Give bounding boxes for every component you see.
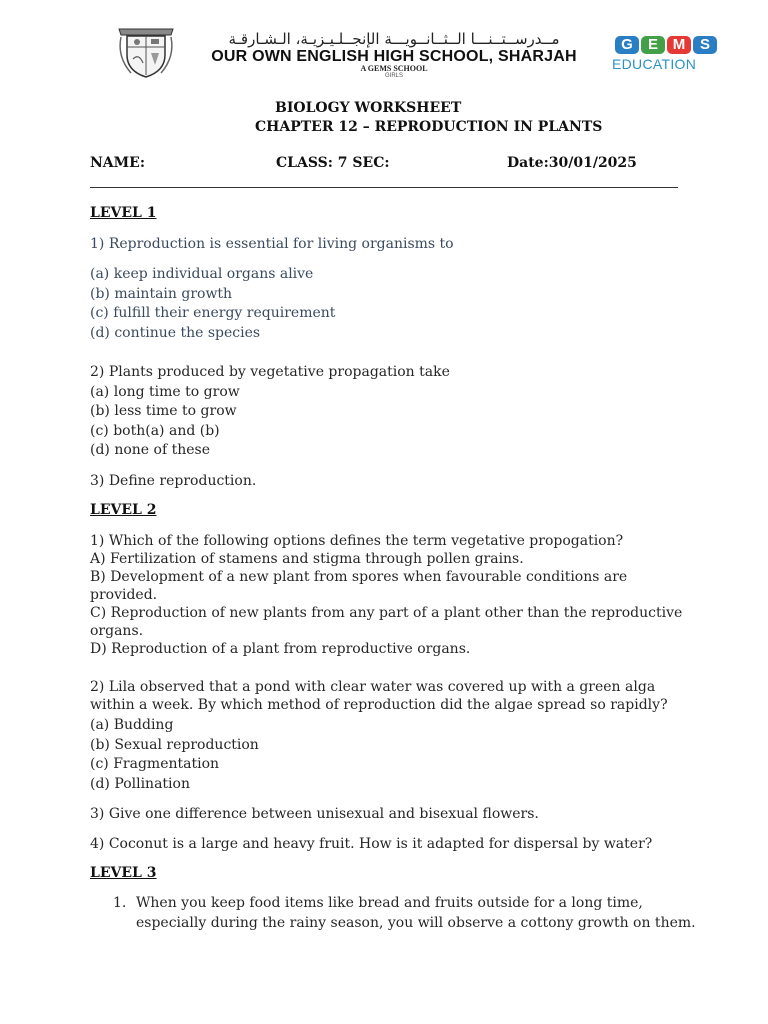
education-label: EDUCATION [612, 56, 697, 72]
l2-q4-text: 4) Coconut is a large and heavy fruit. How is it adapted for dispersal by water? [90, 836, 653, 852]
l1-q2-option-d: (d) none of these [90, 442, 210, 458]
chapter-title: CHAPTER 12 – REPRODUCTION IN PLANTS [255, 119, 603, 135]
level-2-heading: LEVEL 2 [90, 502, 157, 518]
level-1-heading: LEVEL 1 [90, 205, 157, 221]
gems-letter-e: E [641, 36, 665, 54]
gems-wordmark [615, 36, 720, 54]
l2-q1-option-b: B) Development of a new plant from spores when favourable conditions are [90, 569, 628, 585]
l3-q1-number: 1. [113, 895, 127, 911]
l2-q2-option-c: (c) Fragmentation [90, 756, 220, 772]
l2-q2-option-a: (a) Budding [90, 717, 174, 733]
class-label: CLASS: 7 SEC: [276, 155, 390, 171]
l1-q2-text: 2) Plants produced by vegetative propagation take [90, 364, 450, 380]
gems-letter-g: G [615, 36, 639, 54]
gems-letter-m: M [667, 36, 691, 54]
l1-q2-option-b: (b) less time to grow [90, 403, 237, 419]
l1-q2-option-c: (c) both(a) and (b) [90, 423, 220, 439]
l2-q2-option-b: (b) Sexual reproduction [90, 737, 259, 753]
l1-q1-option-a: (a) keep individual organs alive [90, 266, 314, 282]
school-subtitle-girls: GIRLS [384, 73, 403, 79]
date-label: Date:30/01/2025 [507, 155, 637, 171]
school-name-english: OUR OWN ENGLISH HIGH SCHOOL, SHARJAH [211, 48, 577, 65]
school-name-arabic: مــدرســتــنـــا الــثــانــويـــة الإنجــلـيـزيـة، الـشـارقـة [228, 30, 560, 48]
l2-q1-text: 1) Which of the following options defines the term vegetative propogation? [90, 533, 624, 549]
l2-q2-option-d: (d) Pollination [90, 776, 190, 792]
l2-q1-option-a: A) Fertilization of stamens and stigma through pollen grains. [90, 551, 524, 567]
gems-education-logo [612, 36, 720, 72]
l3-q1-text: When you keep food items like bread and fruits outside for a long time, especially during the rainy season, you will observe a cottony growth on them. [136, 895, 696, 931]
l2-q2-text-line2: within a week. By which method of reproduction did the algae spread so rapidly? [90, 697, 668, 713]
l2-q1-option-b-cont: provided. [90, 587, 158, 603]
l1-q1-text: 1) Reproduction is essential for living organisms to [90, 236, 454, 252]
l1-q3-text: 3) Define reproduction. [90, 473, 257, 489]
school-name-block [200, 30, 588, 80]
l1-q2-option-a: (a) long time to grow [90, 384, 240, 400]
l2-q2-text-line1: 2) Lila observed that a pond with clear water was covered up with a green alga [90, 679, 656, 695]
l2-q3-text: 3) Give one difference between unisexual and bisexual flowers. [90, 806, 539, 822]
gems-letter-s: S [693, 36, 717, 54]
l1-q1-option-b: (b) maintain growth [90, 286, 233, 302]
worksheet-title: BIOLOGY WORKSHEET [275, 100, 462, 116]
school-crest-logo [113, 23, 179, 79]
l1-q1-option-d: (d) continue the species [90, 325, 261, 341]
l1-q1-option-c: (c) fulfill their energy requirement [90, 305, 336, 321]
l2-q1-option-c-cont: organs. [90, 623, 144, 639]
l2-q1-option-c: C) Reproduction of new plants from any part of a plant other than the reproductive [90, 605, 683, 621]
l2-q1-option-d: D) Reproduction of a plant from reproductive organs. [90, 641, 471, 657]
name-label: NAME: [90, 155, 145, 171]
level-3-heading: LEVEL 3 [90, 865, 157, 881]
school-subtitle: A GEMS SCHOOL [360, 64, 428, 73]
header-divider [90, 187, 678, 188]
